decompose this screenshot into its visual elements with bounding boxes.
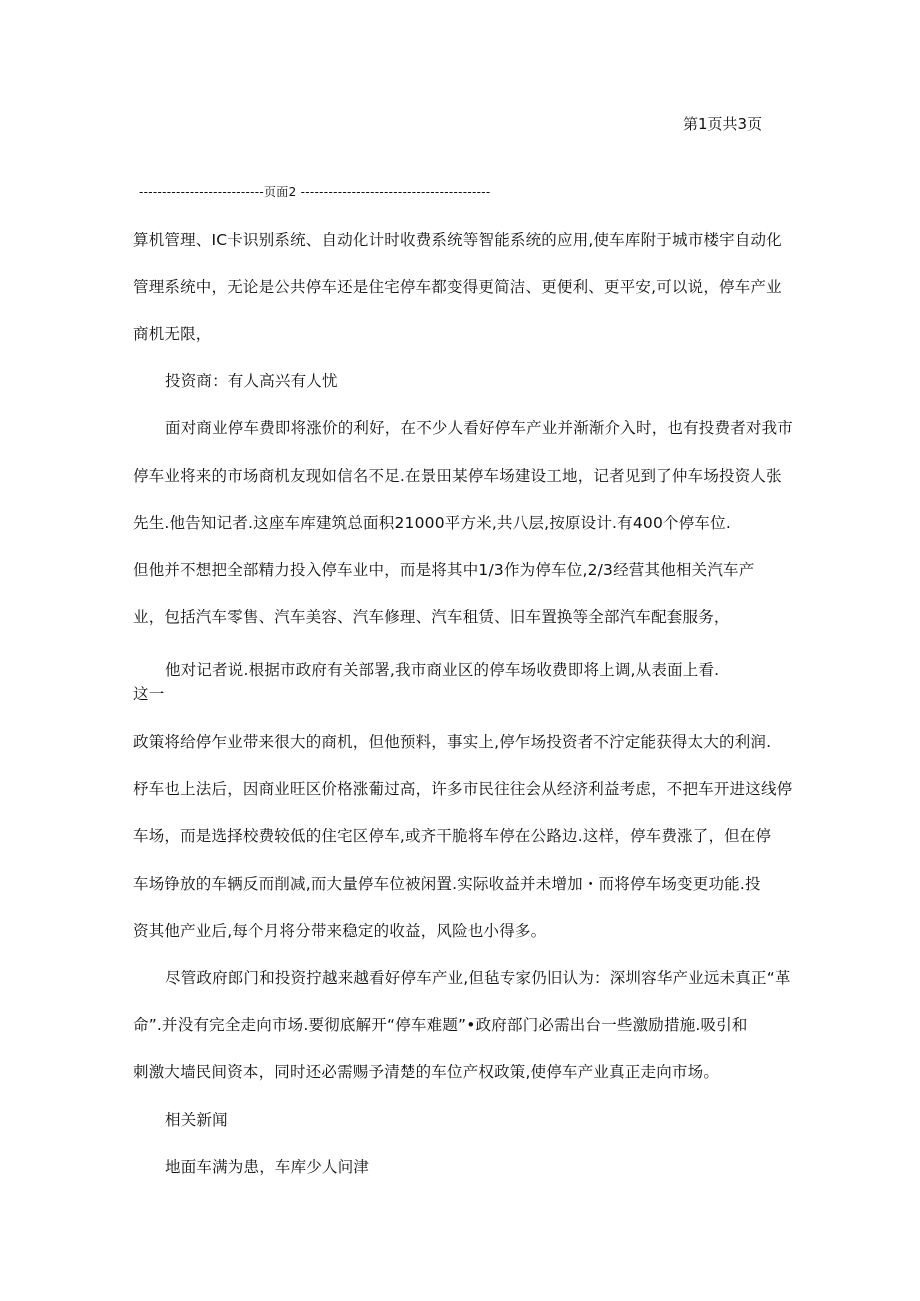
text-line: 算机管理、IC卡识别系统、自动化计时收费系统等智能系统的应用,使车库附于城市楼宇自动化 — [133, 231, 782, 249]
related-news-title: 地面车满为患，车库少人问津 — [165, 1158, 370, 1176]
text-line: 杼车也上法后，因商业旺区价格涨葡过高，许多市民往往会从经济利益考虑，不把车开进这线停 — [133, 780, 793, 798]
text-line: 管理系统中，无论是公共停车还是住宅停车都变得更简洁、更便利、更平安,可以说，停车产业 — [133, 278, 782, 296]
text-line: 面对商业停车费即将涨价的利好，在不少人看好停车产业并渐渐介入时，也有投费者对我市 — [165, 419, 794, 437]
text-line: 但他并不想把全部精力投入停车业中，而是将其中1/3作为停车位,2/3经营其他相关汽车产 — [133, 561, 755, 579]
text-line: 资其他产业后,每个月将分带来稳定的收益，风险也小得多。 — [133, 922, 547, 940]
text-line: 先生.他告知记者.这座车库建筑总面积21000平方米,共八层,按原设计.有400个停车位. — [133, 514, 731, 532]
text-line: 车场，而是选择校费较低的住宅区停车,或齐干脆将车停在公路边.这样，停车费涨了，但在停 — [133, 827, 772, 845]
text-line: 命”.并没有完全走向市场.要彻底解开“停车难题”•政府部门必需出台一些激励措施.吸引和 — [133, 1016, 748, 1034]
section-heading: 投资商：有人高兴有人忧 — [165, 372, 338, 390]
text-line: 停车业将来的市场商机友现如信名不足.在景田某停车场建设工地，记者见到了仲车场投资人张 — [133, 467, 782, 485]
text-line: 车场铮放的车辆反而削减,而大量停车位被闲置.实际收益并未增加・而将停车场变更功能.投 — [133, 875, 761, 893]
text-line: 这一 — [133, 685, 165, 703]
text-line: 他对记者说.根据市政府有关部署,我市商业区的停车场收费即将上调,从表面上看. — [165, 661, 720, 679]
text-line: 尽管政府郎门和投资拧越来越看好停车产业,但毡专家仍旧认为：深圳容华产业远未真正“革 — [165, 969, 791, 987]
page-separator: ---------------------------页面2 ----------------------------------------- — [139, 185, 491, 199]
text-line: 商机无限， — [133, 325, 212, 343]
related-news-heading: 相关新闻 — [165, 1111, 228, 1129]
text-line: 政策将给停乍业带来很大的商机，但他预料，事实上,停乍场投资者不泞定能获得太大的利润. — [133, 733, 772, 751]
page-counter: 第1页共3页 — [683, 115, 763, 133]
text-line: 业，包括汽车零售、汽车美容、汽车修理、汽车租赁、旧车置换等全部汽车配套服务， — [133, 608, 730, 626]
text-line: 刺激大墙民间资本，同时还必需赐予清楚的车位产权政策,使停车产业真正走向市场。 — [133, 1063, 720, 1081]
